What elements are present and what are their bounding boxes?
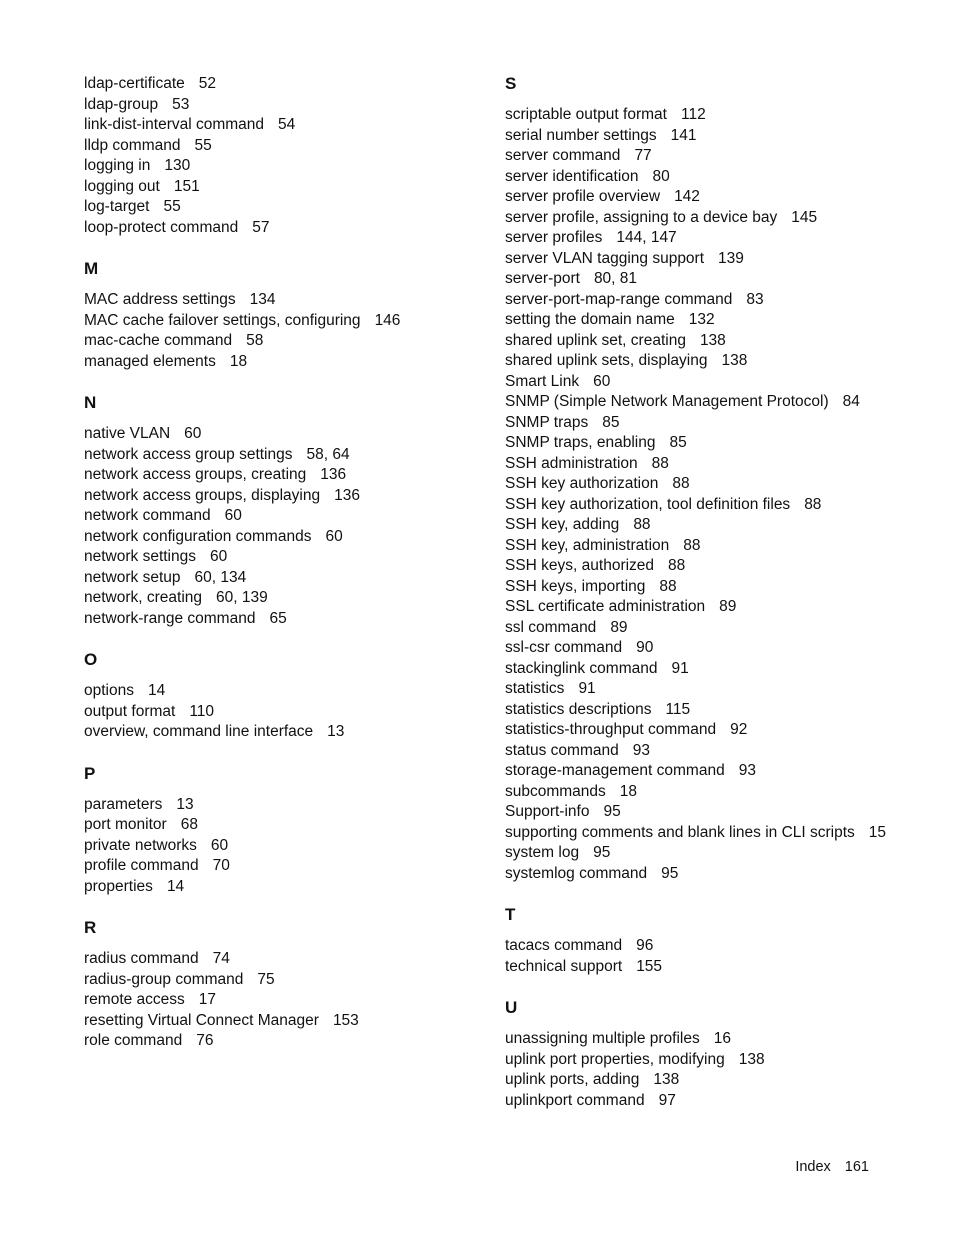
index-page-ref[interactable]: 52 — [198, 75, 217, 92]
index-term: network setup — [84, 568, 181, 586]
index-entry — [505, 331, 925, 352]
index-term: link-dist-interval command — [84, 116, 265, 133]
footer-label: Index — [795, 1159, 831, 1175]
index-term: subcommands — [505, 782, 606, 800]
index-entry — [84, 486, 484, 507]
index-page-ref[interactable]: 85 — [602, 413, 620, 431]
index-page-ref[interactable]: 89 — [719, 598, 737, 615]
index-entry — [505, 372, 925, 393]
index-page-ref[interactable]: 17 — [198, 991, 217, 1008]
index-entry — [84, 218, 484, 239]
index-entry — [84, 836, 484, 857]
index-page-ref[interactable]: 15 — [868, 823, 887, 841]
index-term: unassigning multiple profiles — [505, 1030, 700, 1047]
index-term: resetting Virtual Connect Manager — [84, 1011, 319, 1029]
index-term: Smart Link — [505, 372, 580, 390]
index-entry — [84, 465, 484, 486]
index-term: SNMP (Simple Network Management Protocol) — [505, 393, 829, 410]
page-footer — [795, 1158, 869, 1176]
index-column-right — [505, 74, 925, 1111]
index-section — [84, 74, 484, 238]
index-term: remote access — [84, 991, 185, 1008]
index-page-ref[interactable]: 145 — [791, 208, 818, 226]
index-entry — [505, 618, 925, 639]
index-entry — [84, 290, 484, 311]
index-entry — [505, 577, 925, 598]
index-term: server-port — [505, 270, 580, 287]
index-page-ref[interactable]: 60, 134 — [194, 568, 247, 586]
index-entry — [505, 126, 925, 147]
index-entry — [505, 957, 925, 978]
index-page-ref[interactable]: 74 — [212, 950, 230, 967]
index-page-ref[interactable]: 13 — [176, 795, 194, 813]
index-entry — [84, 1011, 484, 1032]
index-page-ref[interactable]: 95 — [603, 803, 621, 820]
index-page-ref[interactable]: 83 — [746, 290, 764, 308]
index-term: setting the domain name — [505, 311, 675, 328]
index-term: server command — [505, 147, 621, 164]
index-term: SSH keys, authorized — [505, 557, 655, 574]
index-term: port monitor — [84, 816, 167, 833]
index-page-ref[interactable]: 130 — [164, 157, 191, 174]
index-entry — [84, 990, 484, 1011]
index-page-ref[interactable]: 70 — [212, 857, 230, 874]
index-term: lldp command — [84, 136, 181, 154]
index-term: private networks — [84, 836, 197, 854]
index-page-ref[interactable]: 58 — [246, 332, 264, 349]
index-entry — [505, 782, 925, 803]
index-page-ref[interactable]: 141 — [670, 126, 697, 144]
index-section — [505, 74, 925, 884]
index-term: MAC cache failover settings, configuring — [84, 311, 361, 329]
index-term: mac-cache command — [84, 332, 233, 349]
index-term: ldap-certificate — [84, 75, 185, 92]
index-page-ref[interactable]: 57 — [252, 218, 270, 236]
index-term: server identification — [505, 167, 639, 185]
index-page-ref[interactable]: 77 — [634, 147, 652, 164]
index-entry — [84, 609, 484, 630]
index-page-ref[interactable]: 60 — [210, 548, 228, 565]
section-gap — [84, 897, 484, 918]
index-page-ref[interactable]: 54 — [278, 116, 296, 133]
index-term: radius command — [84, 950, 199, 967]
index-term: SSH key, adding — [505, 516, 620, 533]
index-entry — [505, 351, 925, 372]
index-term: network configuration commands — [84, 527, 312, 545]
index-entry — [505, 1091, 925, 1112]
index-entry — [505, 105, 925, 126]
section-letter: M — [84, 259, 99, 278]
index-entry — [84, 856, 484, 877]
index-entry — [84, 815, 484, 836]
index-page-ref[interactable]: 97 — [658, 1091, 676, 1109]
index-term: systemlog command — [505, 864, 648, 882]
index-page-ref[interactable]: 142 — [674, 188, 700, 205]
index-column-left — [84, 74, 484, 1052]
index-entry — [505, 638, 925, 659]
index-term: network-range command — [84, 609, 256, 627]
index-entry — [505, 1029, 925, 1050]
section-letter: P — [84, 763, 96, 783]
index-term: system log — [505, 844, 580, 861]
index-page-ref[interactable]: 65 — [269, 609, 287, 627]
index-entry — [505, 700, 925, 721]
index-section — [84, 650, 484, 743]
index-term: network access groups, creating — [84, 466, 307, 483]
index-term: shared uplink set, creating — [505, 331, 686, 349]
section-gap — [505, 884, 925, 905]
index-page-ref[interactable]: 80 — [652, 167, 670, 185]
index-page-ref[interactable]: 14 — [166, 877, 185, 895]
index-term: options — [84, 682, 134, 699]
index-entry — [84, 949, 484, 970]
index-page-ref[interactable]: 88 — [683, 536, 701, 554]
index-term: server profile, assigning to a device bay — [505, 208, 778, 226]
index-term: profile command — [84, 857, 199, 874]
index-page-ref[interactable]: 132 — [688, 311, 715, 328]
index-term: server profiles — [505, 229, 603, 246]
index-term: technical support — [505, 957, 623, 975]
index-entry — [505, 269, 925, 290]
index-page-ref[interactable]: 55 — [163, 198, 181, 215]
index-term: logging in — [84, 157, 151, 174]
index-page-ref[interactable]: 80, 81 — [593, 270, 638, 287]
index-entry — [505, 433, 925, 454]
index-page-ref[interactable]: 60, 139 — [216, 589, 268, 606]
index-page-ref[interactable]: 75 — [257, 970, 275, 988]
index-entry — [505, 823, 925, 844]
index-term: SSH administration — [505, 454, 638, 472]
index-page-ref[interactable]: 88 — [633, 516, 651, 533]
index-term: SSL certificate administration — [505, 598, 706, 615]
index-term: status command — [505, 741, 619, 759]
section-gap — [84, 743, 484, 764]
index-term: MAC address settings — [84, 291, 236, 308]
index-term: network settings — [84, 548, 196, 565]
index-entry — [84, 506, 484, 527]
index-page-ref[interactable]: 88 — [668, 557, 686, 574]
index-term: parameters — [84, 795, 163, 813]
index-page-ref[interactable]: 91 — [578, 680, 596, 697]
index-page-ref[interactable]: 91 — [671, 659, 689, 677]
index-entry — [505, 454, 925, 475]
index-term: properties — [84, 877, 153, 895]
index-page-ref[interactable]: 139 — [718, 249, 744, 267]
index-term: role command — [84, 1032, 183, 1049]
index-page-ref[interactable]: 85 — [669, 434, 687, 451]
index-term: network, creating — [84, 589, 203, 606]
footer-page-number: 161 — [844, 1159, 869, 1175]
index-page-ref[interactable]: 60 — [184, 425, 202, 442]
section-gap — [505, 977, 925, 998]
index-entry — [505, 679, 925, 700]
index-page-ref[interactable]: 144, 147 — [616, 229, 677, 246]
index-term: server VLAN tagging support — [505, 249, 705, 267]
index-entry — [84, 136, 484, 157]
index-entry — [505, 167, 925, 188]
index-page-ref[interactable]: 88 — [651, 454, 669, 472]
index-section — [505, 905, 925, 977]
index-page-ref[interactable]: 146 — [374, 311, 401, 329]
index-entry — [505, 208, 925, 229]
index-term: SSH keys, importing — [505, 577, 646, 595]
index-page-ref[interactable]: 88 — [659, 577, 677, 595]
index-entry — [84, 970, 484, 991]
index-entry — [84, 352, 484, 373]
section-gap — [84, 238, 484, 259]
index-entry — [505, 536, 925, 557]
index-page-ref[interactable]: 138 — [721, 352, 748, 369]
index-term: SNMP traps — [505, 413, 589, 431]
index-page-ref[interactable]: 155 — [636, 957, 663, 975]
index-page-ref[interactable]: 92 — [730, 721, 748, 738]
index-entry — [505, 597, 925, 618]
index-entry — [505, 761, 925, 782]
index-page-ref[interactable]: 153 — [332, 1011, 359, 1029]
index-page-ref[interactable]: 112 — [680, 106, 706, 123]
index-entry — [505, 290, 925, 311]
index-page-ref[interactable]: 138 — [699, 331, 726, 349]
index-term: server-port-map-range command — [505, 290, 733, 308]
index-page-ref[interactable]: 136 — [320, 466, 347, 483]
index-term: tacacs command — [505, 937, 623, 954]
index-entry — [84, 424, 484, 445]
index-entry — [84, 588, 484, 609]
index-entry — [84, 1031, 484, 1052]
index-term: logging out — [84, 177, 160, 195]
index-term: native VLAN — [84, 425, 171, 442]
section-letter: T — [505, 905, 516, 924]
index-term: network command — [84, 507, 211, 524]
index-term: statistics descriptions — [505, 700, 652, 718]
index-term: shared uplink sets, displaying — [505, 352, 708, 369]
index-entry — [84, 197, 484, 218]
index-entry — [84, 877, 484, 898]
index-section — [505, 998, 925, 1111]
index-page-ref[interactable]: 115 — [665, 700, 691, 718]
index-page-ref[interactable]: 95 — [593, 844, 611, 861]
index-term: radius-group command — [84, 970, 244, 988]
index-page-ref[interactable]: 93 — [632, 741, 650, 759]
index-section — [84, 764, 484, 898]
index-term: ssl command — [505, 618, 597, 636]
index-page-ref[interactable]: 138 — [738, 1050, 765, 1068]
index-term: server profile overview — [505, 188, 661, 205]
index-entry — [505, 659, 925, 680]
section-letter: N — [84, 393, 97, 412]
index-entry — [84, 156, 484, 177]
index-page-ref[interactable]: 13 — [327, 723, 345, 740]
index-page-ref[interactable]: 134 — [249, 291, 276, 308]
index-term: Support-info — [505, 803, 590, 820]
index-term: output format — [84, 702, 176, 720]
index-page-ref[interactable]: 18 — [229, 352, 248, 370]
index-entry — [84, 177, 484, 198]
index-entry — [84, 331, 484, 352]
index-entry — [505, 864, 925, 885]
index-term: ssl-csr command — [505, 639, 623, 656]
index-page-ref[interactable]: 60 — [224, 507, 242, 524]
index-term: ldap-group — [84, 95, 159, 113]
index-entry — [505, 843, 925, 864]
index-term: supporting comments and blank lines in CLI scripts — [505, 823, 855, 841]
index-page-ref[interactable]: 76 — [196, 1032, 214, 1049]
index-term: managed elements — [84, 352, 216, 370]
index-page-ref[interactable]: 53 — [172, 95, 190, 113]
index-entry — [505, 802, 925, 823]
index-term: statistics — [505, 680, 565, 697]
index-term: SSH key, administration — [505, 536, 670, 554]
index-entry — [505, 556, 925, 577]
index-entry — [84, 681, 484, 702]
index-entry — [505, 936, 925, 957]
index-entry — [505, 720, 925, 741]
index-page-ref[interactable]: 93 — [738, 762, 756, 779]
index-page-ref[interactable]: 60 — [325, 527, 343, 545]
index-entry — [84, 702, 484, 723]
index-entry — [505, 413, 925, 434]
index-term: network access group settings — [84, 445, 293, 463]
index-term: SSH key authorization — [505, 475, 659, 492]
index-entry — [505, 392, 925, 413]
index-term: loop-protect command — [84, 218, 239, 236]
section-letter: R — [84, 918, 97, 937]
index-entry — [505, 474, 925, 495]
index-page-ref[interactable]: 14 — [147, 682, 166, 699]
index-page-ref[interactable]: 60 — [210, 836, 229, 854]
index-entry — [505, 495, 925, 516]
index-entry — [505, 249, 925, 270]
index-page-ref[interactable]: 18 — [619, 782, 638, 800]
index-term: SSH key authorization, tool definition files — [505, 495, 791, 513]
index-term: log-target — [84, 198, 150, 215]
index-page-ref[interactable]: 88 — [804, 495, 822, 513]
index-term: scriptable output format — [505, 106, 667, 123]
index-term: SNMP traps, enabling — [505, 434, 656, 451]
index-page-ref[interactable]: 95 — [661, 864, 679, 882]
index-page-ref[interactable]: 58, 64 — [306, 445, 350, 463]
index-section — [84, 259, 484, 372]
index-entry — [505, 741, 925, 762]
index-entry — [84, 795, 484, 816]
index-page-ref[interactable]: 151 — [173, 177, 200, 195]
index-term: serial number settings — [505, 126, 657, 144]
index-term: uplinkport command — [505, 1091, 645, 1109]
index-entry — [84, 445, 484, 466]
index-entry — [505, 228, 925, 249]
index-page-ref[interactable]: 60 — [593, 372, 611, 390]
index-term: overview, command line interface — [84, 723, 314, 740]
index-page-ref[interactable]: 55 — [194, 136, 212, 154]
index-entry — [505, 310, 925, 331]
index-entry — [505, 146, 925, 167]
index-page-ref[interactable]: 90 — [636, 639, 654, 656]
index-entry — [505, 187, 925, 208]
index-section — [84, 918, 484, 1052]
index-term: network access groups, displaying — [84, 486, 321, 504]
index-page-ref[interactable]: 138 — [653, 1071, 680, 1088]
index-page-ref[interactable]: 68 — [180, 816, 198, 833]
index-entry — [505, 1050, 925, 1071]
index-term: storage-management command — [505, 762, 725, 779]
section-gap — [84, 629, 484, 650]
index-entry — [84, 115, 484, 136]
index-page-ref[interactable]: 84 — [842, 393, 860, 410]
index-page-ref[interactable]: 136 — [334, 486, 360, 504]
section-letter: S — [505, 74, 517, 93]
section-letter: O — [84, 650, 98, 669]
index-entry — [84, 311, 484, 332]
index-entry — [505, 515, 925, 536]
index-page-ref[interactable]: 16 — [713, 1030, 731, 1047]
index-page-ref[interactable]: 89 — [610, 618, 628, 636]
index-term: uplink ports, adding — [505, 1071, 640, 1088]
index-entry — [84, 547, 484, 568]
section-gap — [84, 372, 484, 393]
index-entry — [84, 95, 484, 116]
index-entry — [84, 527, 484, 548]
index-page-ref[interactable]: 96 — [636, 937, 654, 954]
index-page-ref[interactable]: 110 — [189, 702, 215, 720]
index-entry — [84, 74, 484, 95]
index-section — [84, 393, 484, 629]
index-term: statistics-throughput command — [505, 721, 717, 738]
index-entry — [505, 1070, 925, 1091]
index-entry — [84, 568, 484, 589]
index-page-ref[interactable]: 88 — [672, 475, 690, 492]
index-entry — [84, 722, 484, 743]
index-term: stackinglink command — [505, 659, 658, 677]
section-letter: U — [505, 998, 518, 1017]
index-term: uplink port properties, modifying — [505, 1050, 725, 1068]
